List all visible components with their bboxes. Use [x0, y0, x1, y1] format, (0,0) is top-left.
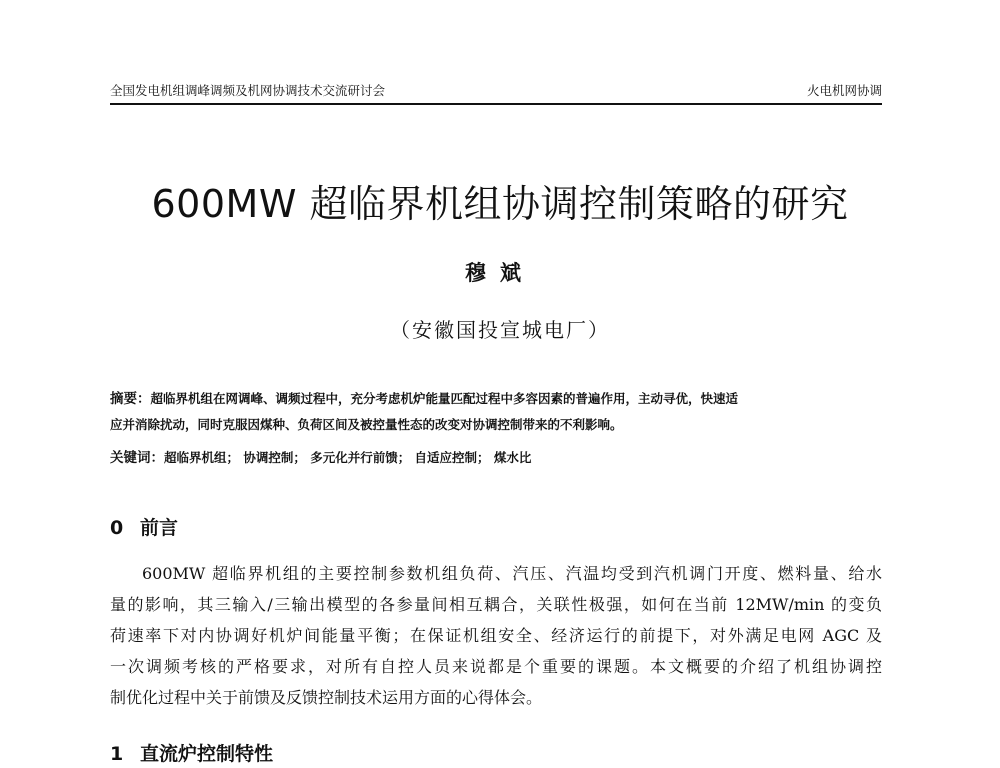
header-rule — [110, 103, 882, 105]
paper-title: 600MW 超临界机组协调控制策略的研究 — [151, 182, 849, 226]
keywords — [110, 446, 882, 470]
abstract-text-1: 超临界机组在网调峰、调频过程中，充分考虑机炉能量匹配过程中多容因素的普遍作用，主动寻优，快速适 — [150, 391, 739, 406]
section-title: 直流炉控制特性 — [140, 743, 274, 765]
paragraph-line: 荷速率下对内协调好机炉间能量平衡；在保证机组安全、经济运行的前提下，对外满足电网 AGC 及 — [110, 626, 882, 645]
abstract-line — [110, 386, 882, 412]
abstract — [110, 386, 882, 437]
section-heading-introduction — [110, 514, 178, 542]
paragraph-line: 600MW 超临界机组的主要控制参数机组负荷、汽压、汽温均受到汽机调门开度、燃料量、给水 — [142, 564, 882, 583]
paragraph-line: 量的影响，其三输入/三输出模型的各参量间相互耦合，关联性极强，如何在当前 12MW/min 的变负 — [110, 595, 882, 614]
keywords-label: 关键词： — [110, 450, 164, 466]
section-title: 前言 — [140, 517, 179, 539]
paragraph-line: 一次调频考核的严格要求，对所有自控人员来说都是个重要的课题。本文概要的介绍了机组协调控 — [110, 657, 882, 676]
author-affiliation: （安徽国投宣城电厂） — [390, 318, 610, 342]
header-conference-name: 全国发电机组调峰调频及机网协调技术交流研讨会 — [110, 83, 386, 98]
section-number: 0 — [110, 517, 124, 539]
running-header — [110, 81, 882, 101]
paragraph-line: 制优化过程中关于前馈及反馈控制技术运用方面的心得体会。 — [110, 688, 543, 707]
section-number: 1 — [110, 743, 124, 765]
introduction-paragraph — [110, 558, 882, 713]
author-name: 穆斌 — [465, 260, 535, 285]
abstract-line: 应并消除扰动，同时克服因煤种、负荷区间及被控量性态的改变对协调控制带来的不利影响。 — [110, 417, 623, 432]
header-section-name: 火电机网协调 — [806, 83, 882, 98]
section-heading-once-through-boiler — [110, 740, 273, 768]
abstract-label: 摘要： — [110, 391, 151, 407]
keywords-list: 超临界机组； 协调控制； 多元化并行前馈； 自适应控制； 煤水比 — [164, 450, 532, 465]
